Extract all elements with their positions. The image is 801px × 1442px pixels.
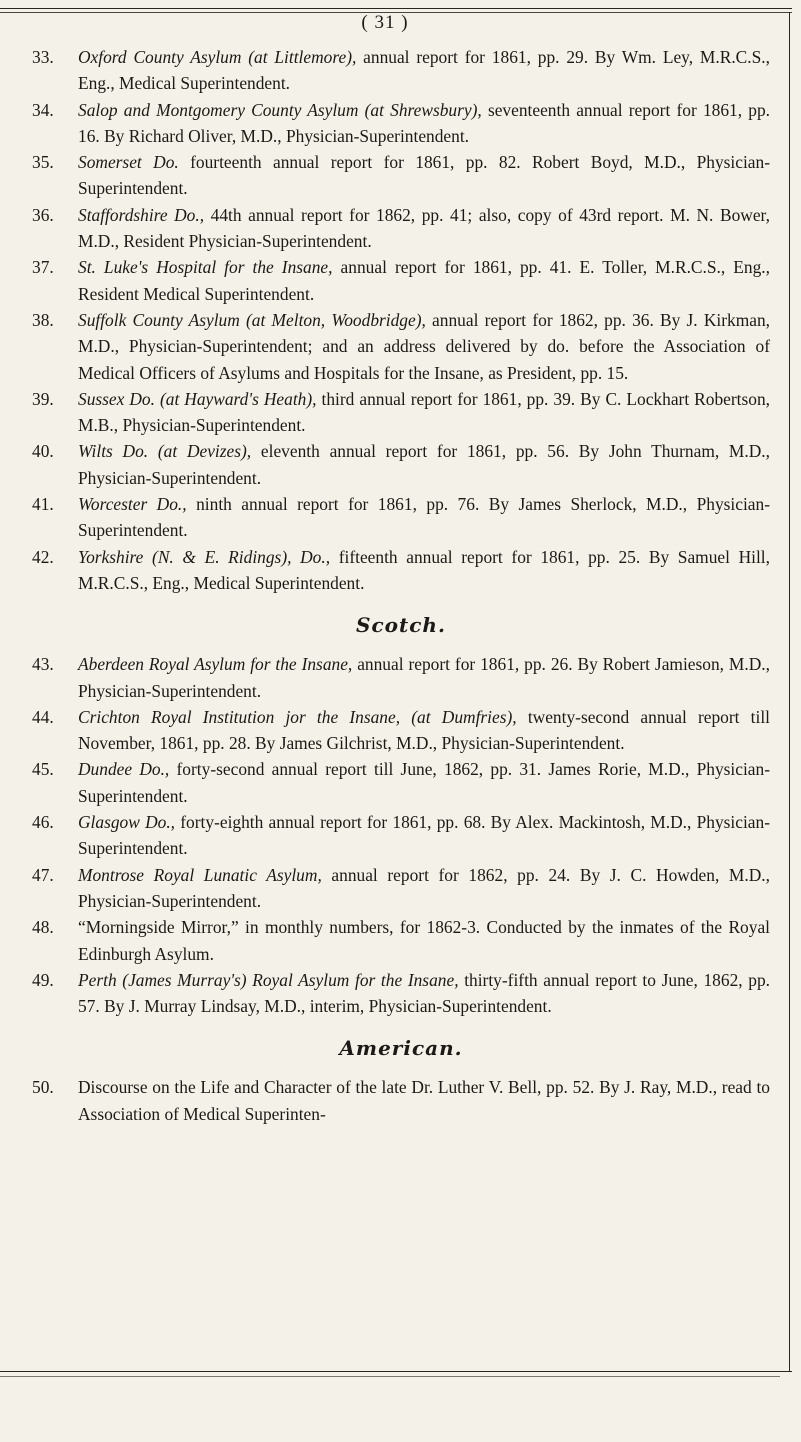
entry-number: 34. xyxy=(32,99,54,120)
bottom-border-rule-inner xyxy=(0,1376,780,1377)
entry-description: annual report for 1861, pp. 26. By Robert Jamieson, M.D., Physician-Superintendent. xyxy=(78,654,770,701)
entry-number: 38. xyxy=(32,309,54,330)
entry-description: seventeenth annual report for 1861, pp. 16. By Richard Oliver, M.D., Physician-Superintendent. xyxy=(78,99,770,146)
entry-number: 44. xyxy=(32,706,54,727)
catalogue-entry xyxy=(32,438,770,491)
entry-description: annual report for 1862, pp. 24. By J. C. Howden, M.D., Physician-Superintendent. xyxy=(78,864,770,911)
entry-description: annual report for 1861, pp. 41. E. Toller, M.R.C.S., Eng., Resident Medical Superintendent. xyxy=(78,257,770,304)
entry-title: Suffolk County Asylum (at Melton, Woodbridge), xyxy=(78,309,426,330)
catalogue-entry xyxy=(32,149,770,202)
entry-number: 40. xyxy=(32,441,54,462)
entry-description: fifteenth annual report for 1861, pp. 25. By Samuel Hill, M.R.C.S., Eng., Medical Superintendent. xyxy=(78,546,770,593)
entry-title: Sussex Do. (at Hayward's Heath), xyxy=(78,388,317,409)
right-border-rule xyxy=(789,12,790,1372)
catalogue-entry xyxy=(32,756,770,809)
catalogue-entry xyxy=(32,967,770,1020)
catalogue-entry xyxy=(32,202,770,255)
entry-title: St. Luke's Hospital for the Insane, xyxy=(78,257,333,278)
page-number: ( 31 ) xyxy=(361,12,409,33)
entry-number: 46. xyxy=(32,812,54,833)
catalogue-entry xyxy=(32,704,770,757)
entry-title: Salop and Montgomery County Asylum (at Shrewsbury), xyxy=(78,99,482,120)
entry-title: Yorkshire (N. & E. Ridings), Do., xyxy=(78,546,331,567)
entry-number: 50. xyxy=(32,1077,54,1098)
catalogue-entry xyxy=(32,544,770,597)
entry-number: 35. xyxy=(32,152,54,173)
entry-description: forty-second annual report till June, 1862, pp. 31. James Rorie, M.D., Physician-Superintendent. xyxy=(78,759,771,806)
catalogue-list xyxy=(32,44,770,1127)
entry-description: fourteenth annual report for 1861, pp. 82. Robert Boyd, M.D., Physician-Superintendent. xyxy=(78,152,770,199)
catalogue-entry xyxy=(32,307,770,386)
entry-description: annual report for 1862, pp. 36. By J. Kirkman, M.D., Physician-Superintendent; and an address delivered by do. before the Association of Medical Officers of Asylums and Hospitals for the Insane, as President, pp. 15. xyxy=(78,309,770,383)
entry-title: Somerset Do. xyxy=(78,152,179,173)
entry-number: 45. xyxy=(32,759,54,780)
entry-title: Glasgow Do., xyxy=(78,812,176,833)
entry-description: eleventh annual report for 1861, pp. 56. By John Thurnam, M.D., Physician-Superintendent. xyxy=(78,441,771,488)
entry-title: Staffordshire Do., xyxy=(78,204,205,225)
entry-title: Aberdeen Royal Asylum for the Insane, xyxy=(78,654,353,675)
entry-number: 36. xyxy=(32,204,54,225)
catalogue-entry xyxy=(32,862,770,915)
entry-description: twenty-second annual report till November, 1861, pp. 28. By James Gilchrist, M.D., Physician-Superintendent. xyxy=(78,706,770,754)
section-heading: American. xyxy=(339,1036,463,1061)
entry-number: 37. xyxy=(32,257,54,278)
entry-number: 48. xyxy=(32,917,54,938)
top-border-rule xyxy=(0,8,792,9)
catalogue-entry xyxy=(32,254,770,307)
entry-description: annual report for 1861, pp. 29. By Wm. Ley, M.R.C.S., Eng., Medical Superintendent. xyxy=(78,47,770,94)
catalogue-entry xyxy=(32,809,770,862)
entry-title: Oxford County Asylum (at Littlemore), xyxy=(78,47,357,67)
catalogue-entry xyxy=(32,386,770,439)
entry-number: 49. xyxy=(32,969,54,990)
entry-title: Perth (James Murray's) Royal Asylum for the Insane, xyxy=(78,969,459,990)
entry-description: “Morningside Mirror,” in monthly numbers, for 1862-3. Conducted by the inmates of the Royal Edinburgh Asylum. xyxy=(78,917,770,964)
catalogue-entry xyxy=(32,1074,770,1127)
catalogue-entry xyxy=(32,914,770,967)
entry-number: 43. xyxy=(32,654,54,675)
catalogue-entry xyxy=(32,97,770,150)
entry-description: Discourse on the Life and Character of the late Dr. Luther V. Bell, pp. 52. By J. Ray, M.D., read to Association of Medical Superinten- xyxy=(78,1077,770,1124)
entry-title: Dundee Do., xyxy=(78,759,170,780)
entry-number: 33. xyxy=(32,47,54,67)
catalogue-entry xyxy=(32,44,770,97)
entry-title: Montrose Royal Lunatic Asylum, xyxy=(78,864,322,885)
entry-description: 44th annual report for 1862, pp. 41; also, copy of 43rd report. M. N. Bower, M.D., Resident Physician-Superintendent. xyxy=(78,204,770,252)
catalogue-entry xyxy=(32,491,770,544)
entry-number: 39. xyxy=(32,388,54,409)
bottom-border-rule xyxy=(0,1371,792,1372)
entry-description: forty-eighth annual report for 1861, pp. 68. By Alex. Mackintosh, M.D., Physician-Superintendent. xyxy=(78,812,770,859)
entry-number: 42. xyxy=(32,546,54,567)
entry-description: third annual report for 1861, pp. 39. By C. Lockhart Robertson, M.B., Physician-Superintendent. xyxy=(78,388,771,436)
entry-number: 47. xyxy=(32,864,54,885)
section-heading: Scotch. xyxy=(356,613,446,638)
entry-title: Wilts Do. (at Devizes), xyxy=(78,441,252,462)
entry-title: Crichton Royal Institution jor the Insane, (at Dumfries), xyxy=(78,706,517,727)
entry-number: 41. xyxy=(32,494,54,515)
entry-description: ninth annual report for 1861, pp. 76. By James Sherlock, M.D., Physician-Superintendent. xyxy=(78,494,770,541)
entry-description: thirty-fifth annual report to June, 1862, pp. 57. By J. Murray Lindsay, M.D., interim, Physician-Superintendent. xyxy=(78,969,770,1017)
entry-title: Worcester Do., xyxy=(78,494,187,515)
catalogue-entry xyxy=(32,651,770,704)
